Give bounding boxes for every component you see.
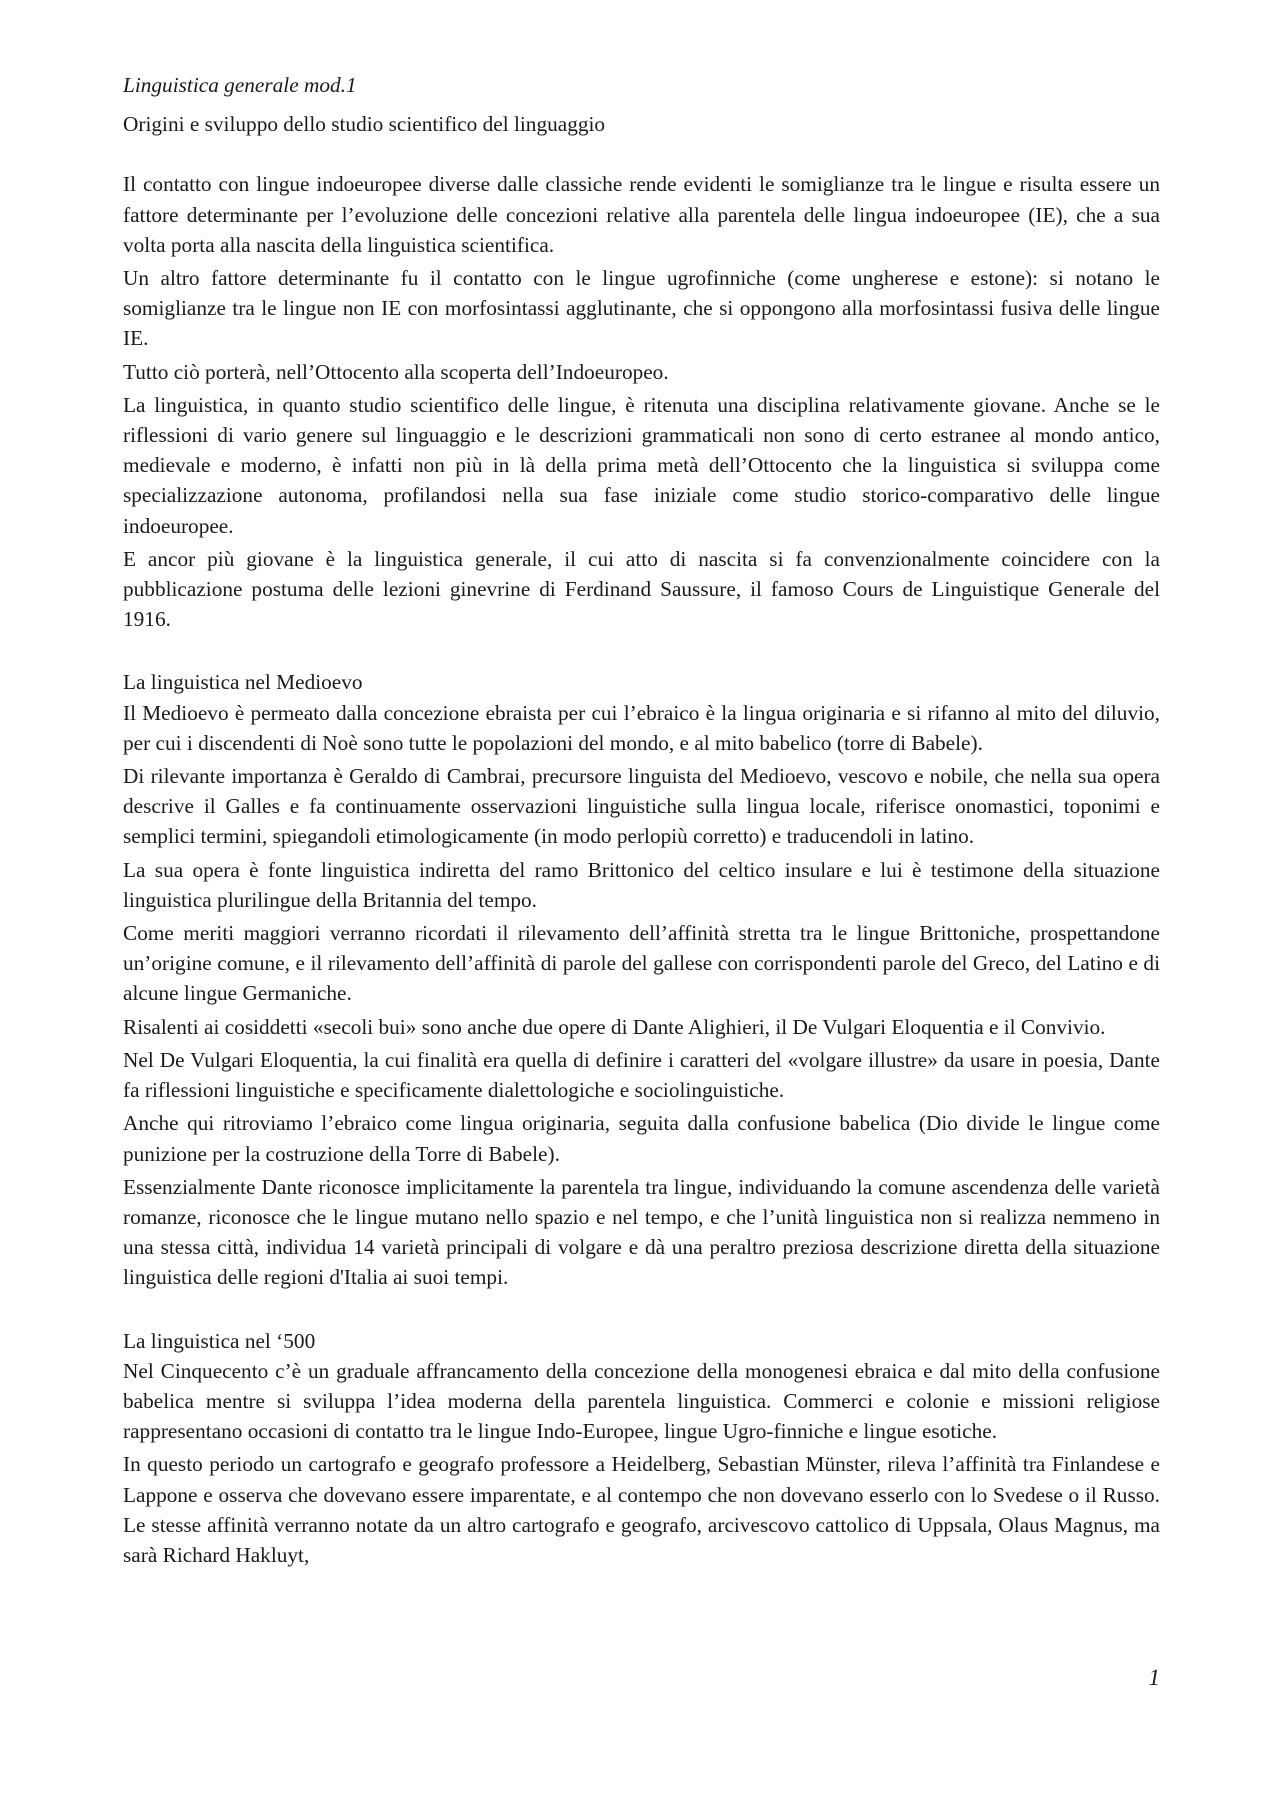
medioevo-paragraph-7: Anche qui ritroviamo l’ebraico come lingua originaria, seguita dalla confusione babelica (Dio divide le lingue come punizione per la costruzione della Torre di Babele). (123, 1111, 1160, 1166)
section-heading-500: La linguistica nel ‘500 (123, 1328, 316, 1353)
document-title: Linguistica generale mod.1 (123, 73, 357, 97)
section-heading-medioevo: La linguistica nel Medioevo (123, 670, 363, 695)
intro-section (123, 169, 1160, 634)
medioevo-paragraph-1: Il Medioevo è permeato dalla concezione ebraista per cui l’ebraico è la lingua originaria e si rifanno al mito del diluvio, per cui i discendenti di Noè sono tutte le popolazioni del mondo, e al mito babelico (torre di Babele). (123, 700, 1160, 755)
document-page (123, 70, 1160, 1573)
cinquecento-paragraph-2: In questo periodo un cartografo e geografo professore a Heidelberg, Sebastian Münster, rileva l’affinità tra Finlandese e Lappone e osserva che dovevano essere imparentate, e al contempo che non dovevano esserlo con lo Svedese o il Russo. Le stesse affinità verranno notate da un altro cartografo e geografo, arcivescovo cattolico di Uppsala, Olaus Magnus, ma sarà Richard Hakluyt, (123, 1452, 1160, 1567)
intro-paragraph-1: Il contatto con lingue indoeuropee diverse dalle classiche rende evidenti le somiglianze tra le lingue e risulta essere un fattore determinante per l’evoluzione delle concezioni relative alla parentela delle lingua indoeuropee (IE), che a sua volta porta alla nascita della linguistica scientifica. (123, 172, 1160, 257)
intro-paragraph-5: E ancor più giovane è la linguistica generale, il cui atto di nascita si fa convenzionalmente coincidere con la pubblicazione postuma delle lezioni ginevrine di Ferdinand Saussure, il famoso Cours de Linguistique Generale del 1916. (123, 546, 1160, 632)
page-number: 1 (1148, 1665, 1160, 1690)
medioevo-paragraph-3: La sua opera è fonte linguistica indiretta del ramo Brittonico del celtico insulare e lui è testimone della situazione linguistica plurilingue della Britannia del tempo. (123, 857, 1160, 912)
medioevo-paragraph-6: Nel De Vulgari Eloquentia, la cui finalità era quella di definire i caratteri del «volgare illustre» da usare in poesia, Dante fa riflessioni linguistiche e specificamente dialettologiche e sociolinguistiche. (123, 1047, 1160, 1103)
cinquecento-paragraph-1: Nel Cinquecento c’è un graduale affrancamento della concezione della monogenesi ebraica e dal mito della confusione babelica mentre si sviluppa l’idea moderna della parentela linguistica. Commerci e colonie e missioni religiose rappresentano occasioni di contatto tra le lingue Indo-Europee, lingue Ugro-finniche e lingue esotiche. (123, 1358, 1160, 1444)
section-500 (123, 1326, 1160, 1571)
medioevo-paragraph-4: Come meriti maggiori verranno ricordati il rilevamento dell’affinità stretta tra le lingue Brittoniche, prospettandone un’origine comune, e il rilevamento dell’affinità di parole del gallese con corrispondenti parole del Greco, del Latino e di alcune lingue Germaniche. (123, 921, 1160, 1006)
section-spacer (123, 1296, 1160, 1326)
intro-paragraph-4: La linguistica, in quanto studio scientifico delle lingue, è ritenuta una disciplina relativamente giovane. Anche se le riflessioni di vario genere sul linguaggio e le descrizioni grammaticali non sono di certo estranee al mondo antico, medievale e moderno, è infatti non più in là della prima metà dell’Ottocento che la linguistica si sviluppa come specializzazione autonoma, profilandosi nella sua fase iniziale come studio storico-comparativo delle lingue indoeuropee. (123, 392, 1160, 538)
document-subtitle: Origini e sviluppo dello studio scientifico del linguaggio (123, 112, 606, 137)
medioevo-paragraph-8: Essenzialmente Dante riconosce implicitamente la parentela tra lingue, individuando la comune ascendenza delle varietà romanze, riconosce che le lingue mutano nello spazio e nel tempo, e che l’unità linguistica non si realizza nemmeno in una stessa città, individua 14 varietà principali di volgare e dà una peraltro preziosa descrizione diretta della situazione linguistica delle regioni d'Italia ai suoi tempi. (123, 1174, 1160, 1290)
medioevo-paragraph-5: Risalenti ai cosiddetti «secoli bui» sono anche due opere di Dante Alighieri, il De Vulgari Eloquentia e il Convivio. (123, 1014, 1106, 1039)
section-spacer (123, 637, 1160, 667)
intro-paragraph-3: Tutto ciò porterà, nell’Ottocento alla scoperta dell’Indoeuropeo. (123, 359, 669, 384)
medioevo-paragraph-2: Di rilevante importanza è Geraldo di Cambrai, precursore linguista del Medioevo, vescovo e nobile, che nella sua opera descrive il Galles e fa continuamente osservazioni linguistiche sulla lingua locale, riferisce onomastici, toponimi e semplici termini, spiegandoli etimologicamente (in modo perlopiù corretto) e traducendoli in latino. (123, 764, 1160, 849)
section-medioevo (123, 667, 1160, 1292)
intro-paragraph-2: Un altro fattore determinante fu il contatto con le lingue ugrofinniche (come ungherese e estone): si notano le somiglianze tra le lingue non IE con morfosintassi agglutinante, che si oppongono alla morfosintassi fusiva delle lingue IE. (123, 266, 1160, 351)
